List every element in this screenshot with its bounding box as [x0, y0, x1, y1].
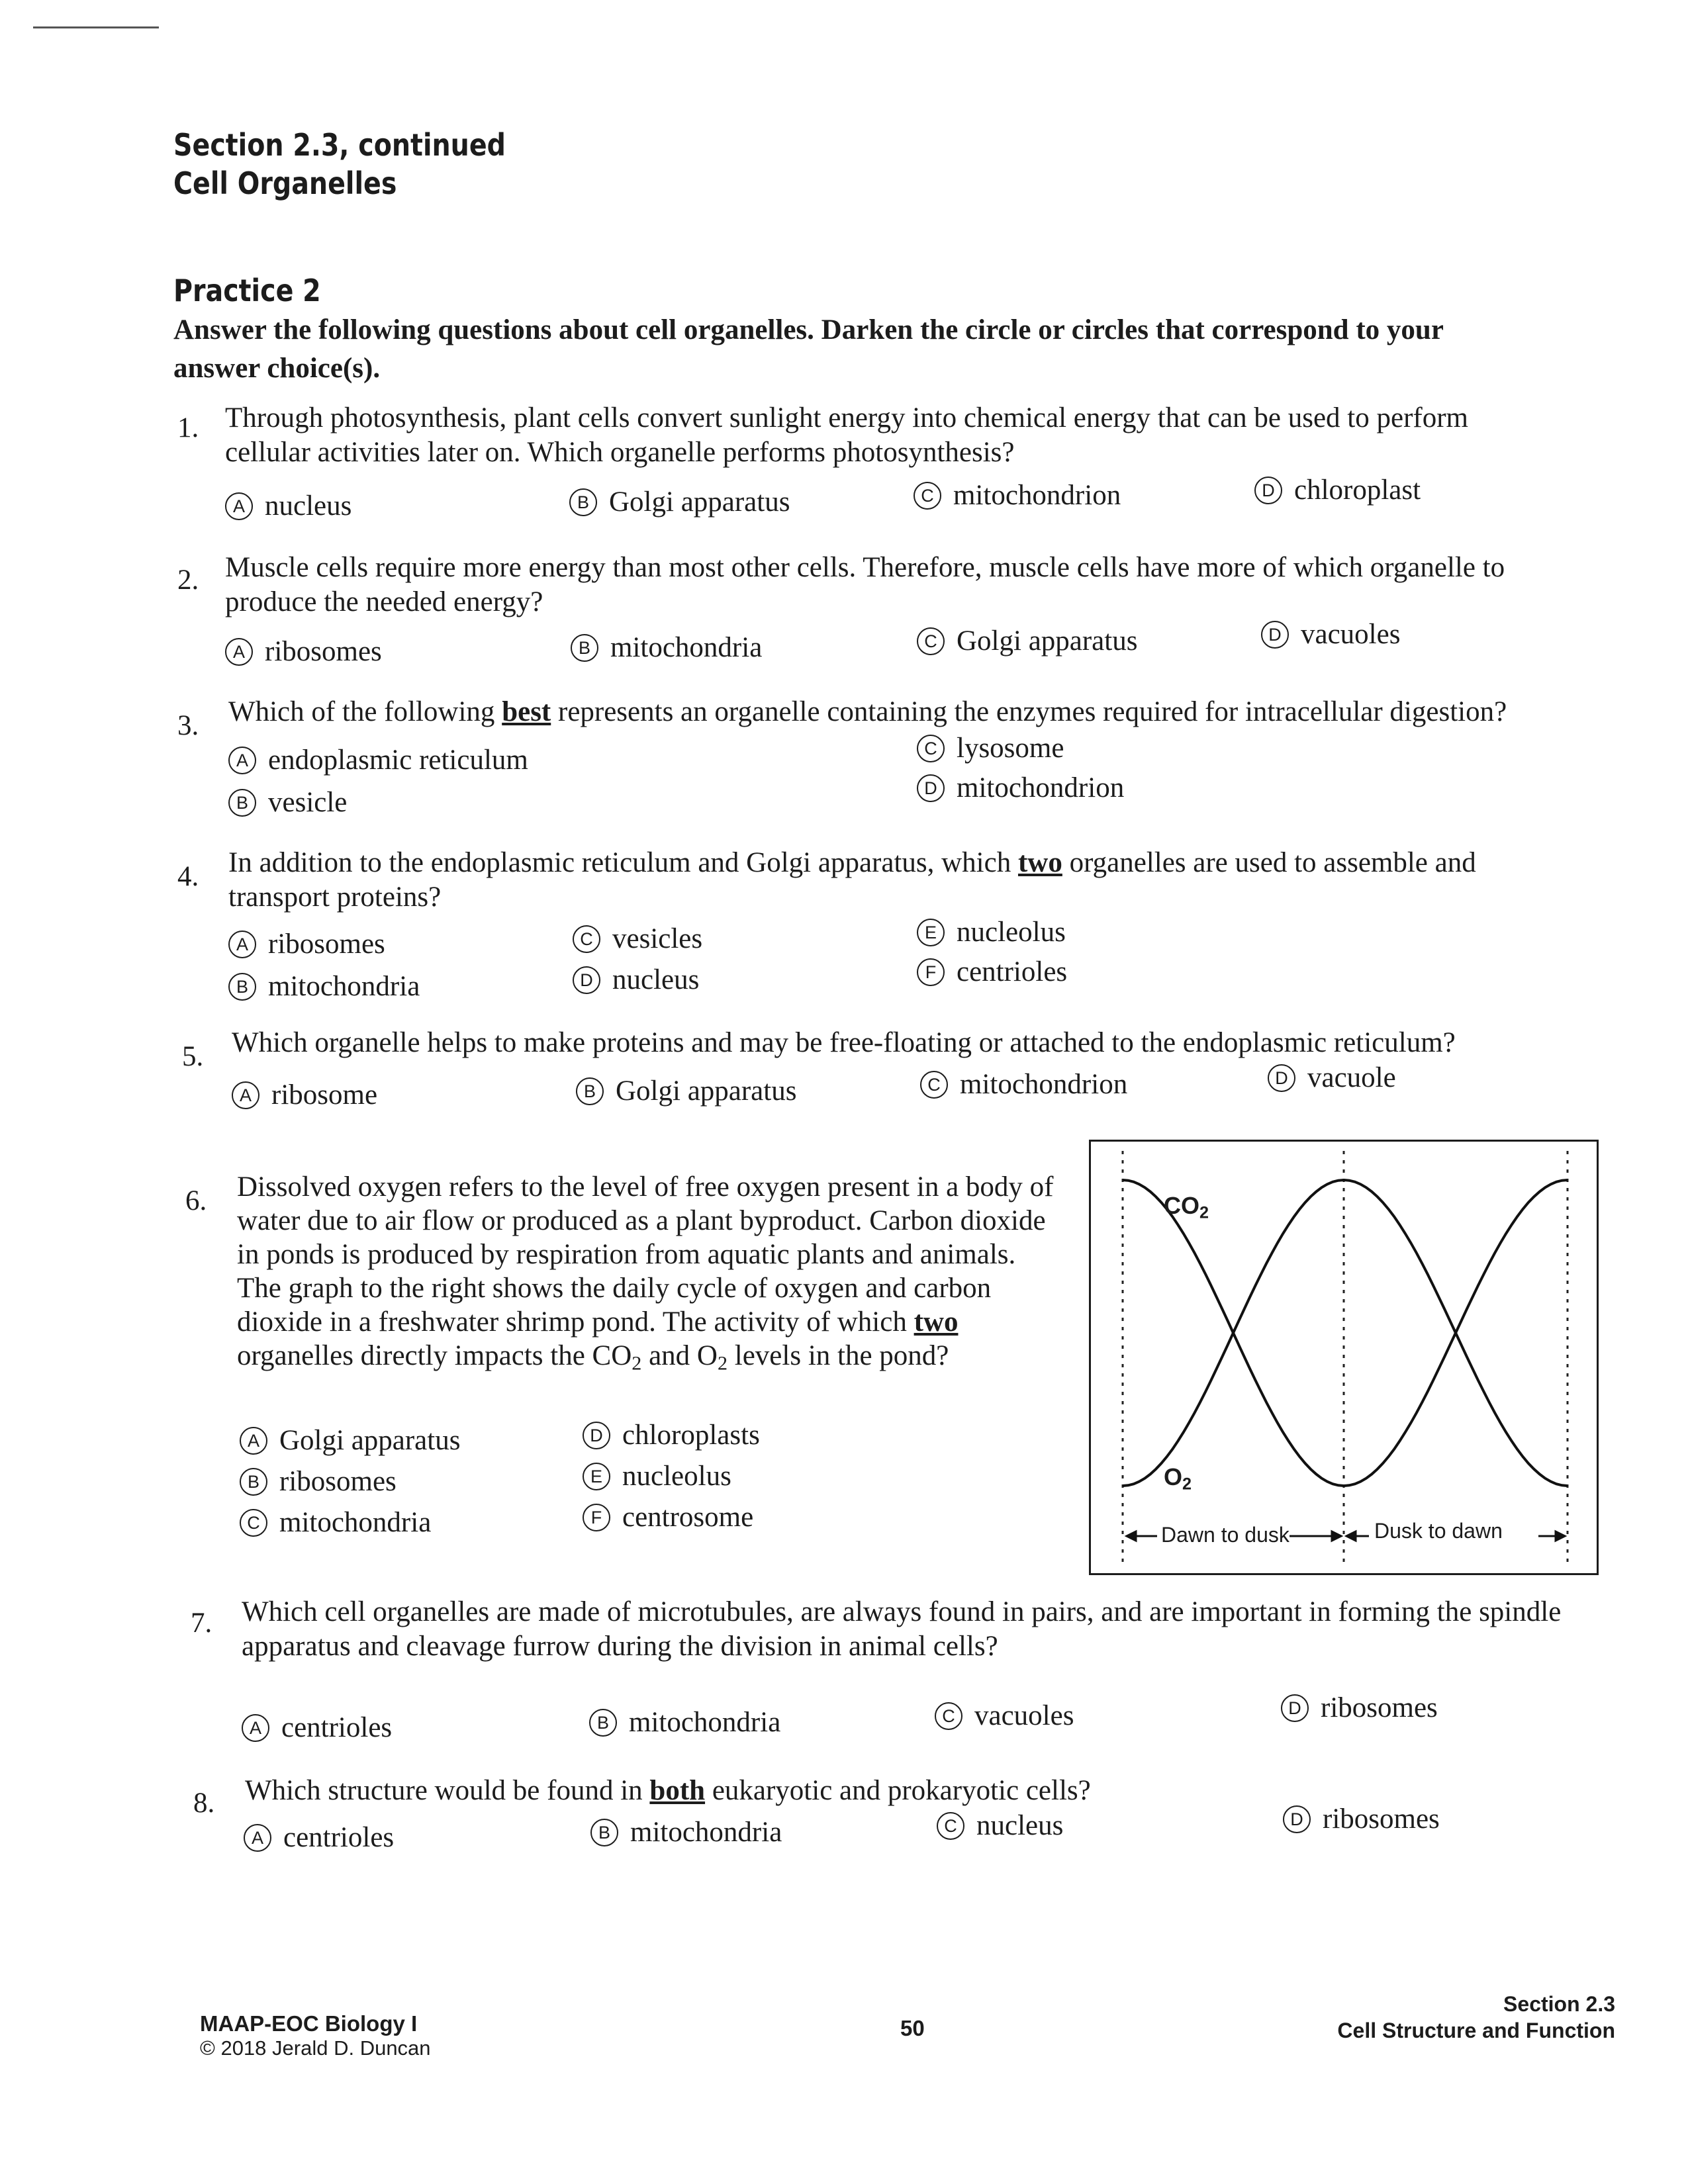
answer-option[interactable]: [242, 1711, 392, 1744]
answer-option[interactable]: [1268, 1062, 1396, 1094]
bubble-d[interactable]: D: [1268, 1064, 1295, 1092]
bubble-c[interactable]: C: [920, 1071, 948, 1099]
option-label: nucleolus: [957, 917, 1066, 948]
answer-option[interactable]: [569, 486, 790, 518]
bubble-b[interactable]: B: [569, 488, 597, 516]
question-number: 1.: [177, 412, 199, 443]
bubble-a[interactable]: A: [240, 1427, 267, 1455]
bubble-b[interactable]: B: [228, 973, 256, 1001]
bubble-b[interactable]: B: [576, 1077, 604, 1105]
answer-option[interactable]: [571, 631, 762, 664]
bubble-b[interactable]: B: [228, 789, 256, 817]
option-label: mitochondria: [610, 632, 763, 663]
option-label: mitochondrion: [953, 480, 1121, 511]
bubble-a[interactable]: A: [232, 1081, 259, 1109]
answer-option[interactable]: [1261, 618, 1400, 651]
option-label: vacuoles: [974, 1700, 1074, 1731]
option-label: ribosome: [271, 1079, 378, 1111]
answer-option[interactable]: [228, 970, 420, 1003]
option-label: centrioles: [957, 956, 1068, 987]
answer-option[interactable]: [228, 744, 528, 776]
option-label: ribosomes: [1323, 1803, 1440, 1835]
answer-option[interactable]: [589, 1706, 780, 1739]
bubble-a[interactable]: A: [242, 1714, 269, 1742]
answer-option[interactable]: [228, 928, 385, 960]
answer-option[interactable]: [576, 1075, 796, 1107]
option-label: vacuole: [1307, 1062, 1396, 1093]
o2-curve: [1123, 1180, 1568, 1486]
answer-option[interactable]: [228, 786, 347, 819]
option-label: vacuoles: [1301, 619, 1401, 650]
bubble-b[interactable]: B: [240, 1468, 267, 1496]
dusk-to-dawn-label: Dusk to dawn: [1374, 1519, 1503, 1543]
bubble-a[interactable]: A: [228, 931, 256, 958]
option-label: endoplasmic reticulum: [268, 745, 528, 776]
answer-option[interactable]: [240, 1424, 460, 1457]
answer-option[interactable]: [917, 956, 1067, 988]
scan-artifact-line: [33, 26, 159, 28]
bubble-e[interactable]: E: [917, 919, 945, 946]
copyright: © 2018 Jerald D. Duncan: [200, 2036, 431, 2060]
footer-chapter: Cell Structure and Function: [1337, 2019, 1615, 2042]
dawn-to-dusk-label: Dawn to dusk: [1161, 1523, 1289, 1547]
bubble-d[interactable]: D: [1281, 1694, 1309, 1722]
bubble-f[interactable]: F: [583, 1504, 610, 1531]
answer-option[interactable]: [917, 916, 1066, 948]
o2-label: $O_2$: [1164, 1463, 1192, 1494]
answer-option[interactable]: [240, 1465, 397, 1498]
answer-option[interactable]: [244, 1821, 394, 1854]
question-number: 7.: [191, 1608, 212, 1639]
arrowhead-right: [1332, 1531, 1341, 1541]
option-label: vesicles: [612, 923, 703, 954]
instructions: Answer the following questions about cell organelles. Darken the circle or circles that correspond to your answer choice(s).: [173, 314, 1444, 384]
question-text: Which organelle helps to make proteins and may be free-floating or attached to the endoplasmic reticulum?: [232, 1027, 1456, 1058]
answer-option[interactable]: [583, 1501, 753, 1533]
answer-option[interactable]: [914, 479, 1121, 512]
bubble-d[interactable]: D: [1254, 477, 1282, 504]
oxygen-co2-graph: [1089, 1140, 1599, 1575]
answer-option[interactable]: [1283, 1803, 1440, 1835]
question-text: Which of the following best represents an organelle containing the enzymes required for intracellular digestion?: [228, 696, 1507, 727]
answer-option[interactable]: [583, 1460, 731, 1492]
bubble-c[interactable]: C: [573, 925, 600, 953]
option-label: chloroplast: [1294, 475, 1421, 506]
bubble-a[interactable]: A: [244, 1824, 271, 1852]
option-label: vesicle: [268, 787, 348, 818]
bubble-d[interactable]: D: [573, 966, 600, 994]
bubble-b[interactable]: B: [590, 1819, 618, 1846]
answer-option[interactable]: [583, 1419, 760, 1451]
bubble-e[interactable]: E: [583, 1463, 610, 1490]
option-label: ribosomes: [1321, 1692, 1438, 1723]
option-label: mitochondria: [279, 1507, 432, 1538]
section-line: Section 2.3, continued: [173, 127, 506, 163]
answer-option[interactable]: [232, 1079, 377, 1111]
arrowhead-right: [1556, 1531, 1565, 1541]
option-label: ribosomes: [265, 636, 382, 667]
answer-option[interactable]: [920, 1068, 1127, 1101]
answer-option[interactable]: [1254, 474, 1421, 506]
page-number: 50: [900, 2016, 925, 2040]
option-label: mitochondria: [268, 971, 420, 1002]
option-label: Golgi apparatus: [957, 625, 1138, 657]
bubble-b[interactable]: B: [589, 1709, 617, 1737]
footer-section: Section 2.3: [1503, 1992, 1615, 2016]
co2-curve: [1123, 1180, 1568, 1486]
question-number: 3.: [177, 710, 199, 741]
answer-option[interactable]: [1281, 1692, 1438, 1724]
question-number: 8.: [193, 1788, 215, 1819]
option-label: ribosomes: [268, 929, 385, 960]
question-text: Dissolved oxygen refers to the level of free oxygen present in a body of water due to air flow or produced as a plant byproduct. Carbon dioxide in ponds is produced by respiration from aquatic plants and animals. The graph to the right shows the daily cycle of oxygen and carbon dioxide in a freshwater shrimp pond. The activity of which two organelles directly impacts the $CO_2$ and $O_2$ levels in the pond?: [237, 1171, 1054, 1375]
option-label: ribosomes: [279, 1466, 397, 1497]
answer-option[interactable]: [935, 1700, 1074, 1732]
answer-option[interactable]: [573, 964, 699, 996]
question-text: In addition to the endoplasmic reticulum and Golgi apparatus, which two organelles are used to assemble and transport proteins?: [228, 847, 1476, 913]
bubble-a[interactable]: A: [225, 492, 253, 520]
answer-option[interactable]: [225, 635, 382, 668]
question-text: Through photosynthesis, plant cells convert sunlight energy into chemical energy that can be used to perform cellular activities later on. Which organelle performs photosynthesis?: [225, 402, 1468, 468]
bubble-d[interactable]: D: [583, 1422, 610, 1449]
footer-left: [200, 2012, 431, 2060]
book-title: MAAP-EOC Biology I: [200, 2011, 418, 2036]
answer-option[interactable]: [590, 1816, 782, 1848]
bubble-c[interactable]: C: [240, 1509, 267, 1537]
bubble-c[interactable]: C: [917, 735, 945, 762]
option-label: Golgi apparatus: [616, 1075, 797, 1107]
option-label: centrioles: [283, 1822, 395, 1853]
arrowhead-left: [1127, 1531, 1136, 1541]
topic-title: Cell Organelles: [173, 165, 397, 201]
answer-option[interactable]: [937, 1809, 1063, 1842]
option-label: mitochondrion: [957, 772, 1125, 803]
option-label: centrioles: [281, 1712, 393, 1743]
option-label: mitochondria: [629, 1707, 781, 1738]
question-number: 2.: [177, 565, 199, 596]
answer-option[interactable]: [917, 732, 1064, 764]
option-label: Golgi apparatus: [609, 486, 790, 518]
section-header: [173, 126, 506, 203]
bubble-d[interactable]: D: [1261, 621, 1289, 649]
bubble-c[interactable]: C: [935, 1702, 962, 1730]
bubble-b[interactable]: B: [571, 634, 598, 662]
bubble-a[interactable]: A: [228, 747, 256, 774]
co2-label: $CO_2$: [1164, 1192, 1209, 1222]
option-label: centrosome: [622, 1502, 754, 1533]
answer-option[interactable]: [573, 923, 702, 955]
bubble-c[interactable]: C: [917, 627, 945, 655]
question-text: Which structure would be found in both eukaryotic and prokaryotic cells?: [245, 1775, 1091, 1806]
question-text: Which cell organelles are made of microtubules, are always found in pairs, and are important in forming the spindle apparatus and cleavage furrow during the division in animal cells?: [242, 1596, 1562, 1662]
question-text: Muscle cells require more energy than most other cells. Therefore, muscle cells have more of which organelle to produce the needed energy?: [225, 552, 1505, 617]
option-label: nucleus: [976, 1810, 1064, 1841]
option-label: Golgi apparatus: [279, 1425, 461, 1456]
option-label: lysosome: [957, 733, 1064, 764]
option-label: nucleus: [265, 490, 352, 522]
bubble-c[interactable]: C: [914, 482, 941, 510]
option-label: mitochondria: [630, 1817, 782, 1848]
option-label: nucleolus: [622, 1461, 731, 1492]
answer-option[interactable]: [225, 490, 352, 522]
bubble-c[interactable]: C: [937, 1812, 964, 1840]
answer-option[interactable]: [917, 625, 1137, 657]
question-number: 5.: [182, 1041, 204, 1072]
bubble-f[interactable]: F: [917, 958, 945, 986]
question-number: 4.: [177, 861, 199, 892]
answer-option[interactable]: [240, 1506, 431, 1539]
option-label: nucleus: [612, 964, 700, 995]
bubble-d[interactable]: D: [917, 774, 945, 802]
bubble-a[interactable]: A: [225, 638, 253, 666]
question-number: 6.: [185, 1185, 207, 1216]
practice-title: Practice 2: [173, 273, 321, 308]
arrowhead-left: [1346, 1531, 1356, 1541]
answer-option[interactable]: [917, 772, 1124, 804]
bubble-d[interactable]: D: [1283, 1805, 1311, 1833]
option-label: mitochondrion: [960, 1069, 1128, 1100]
footer-right: [1258, 1991, 1615, 2044]
option-label: chloroplasts: [622, 1420, 760, 1451]
